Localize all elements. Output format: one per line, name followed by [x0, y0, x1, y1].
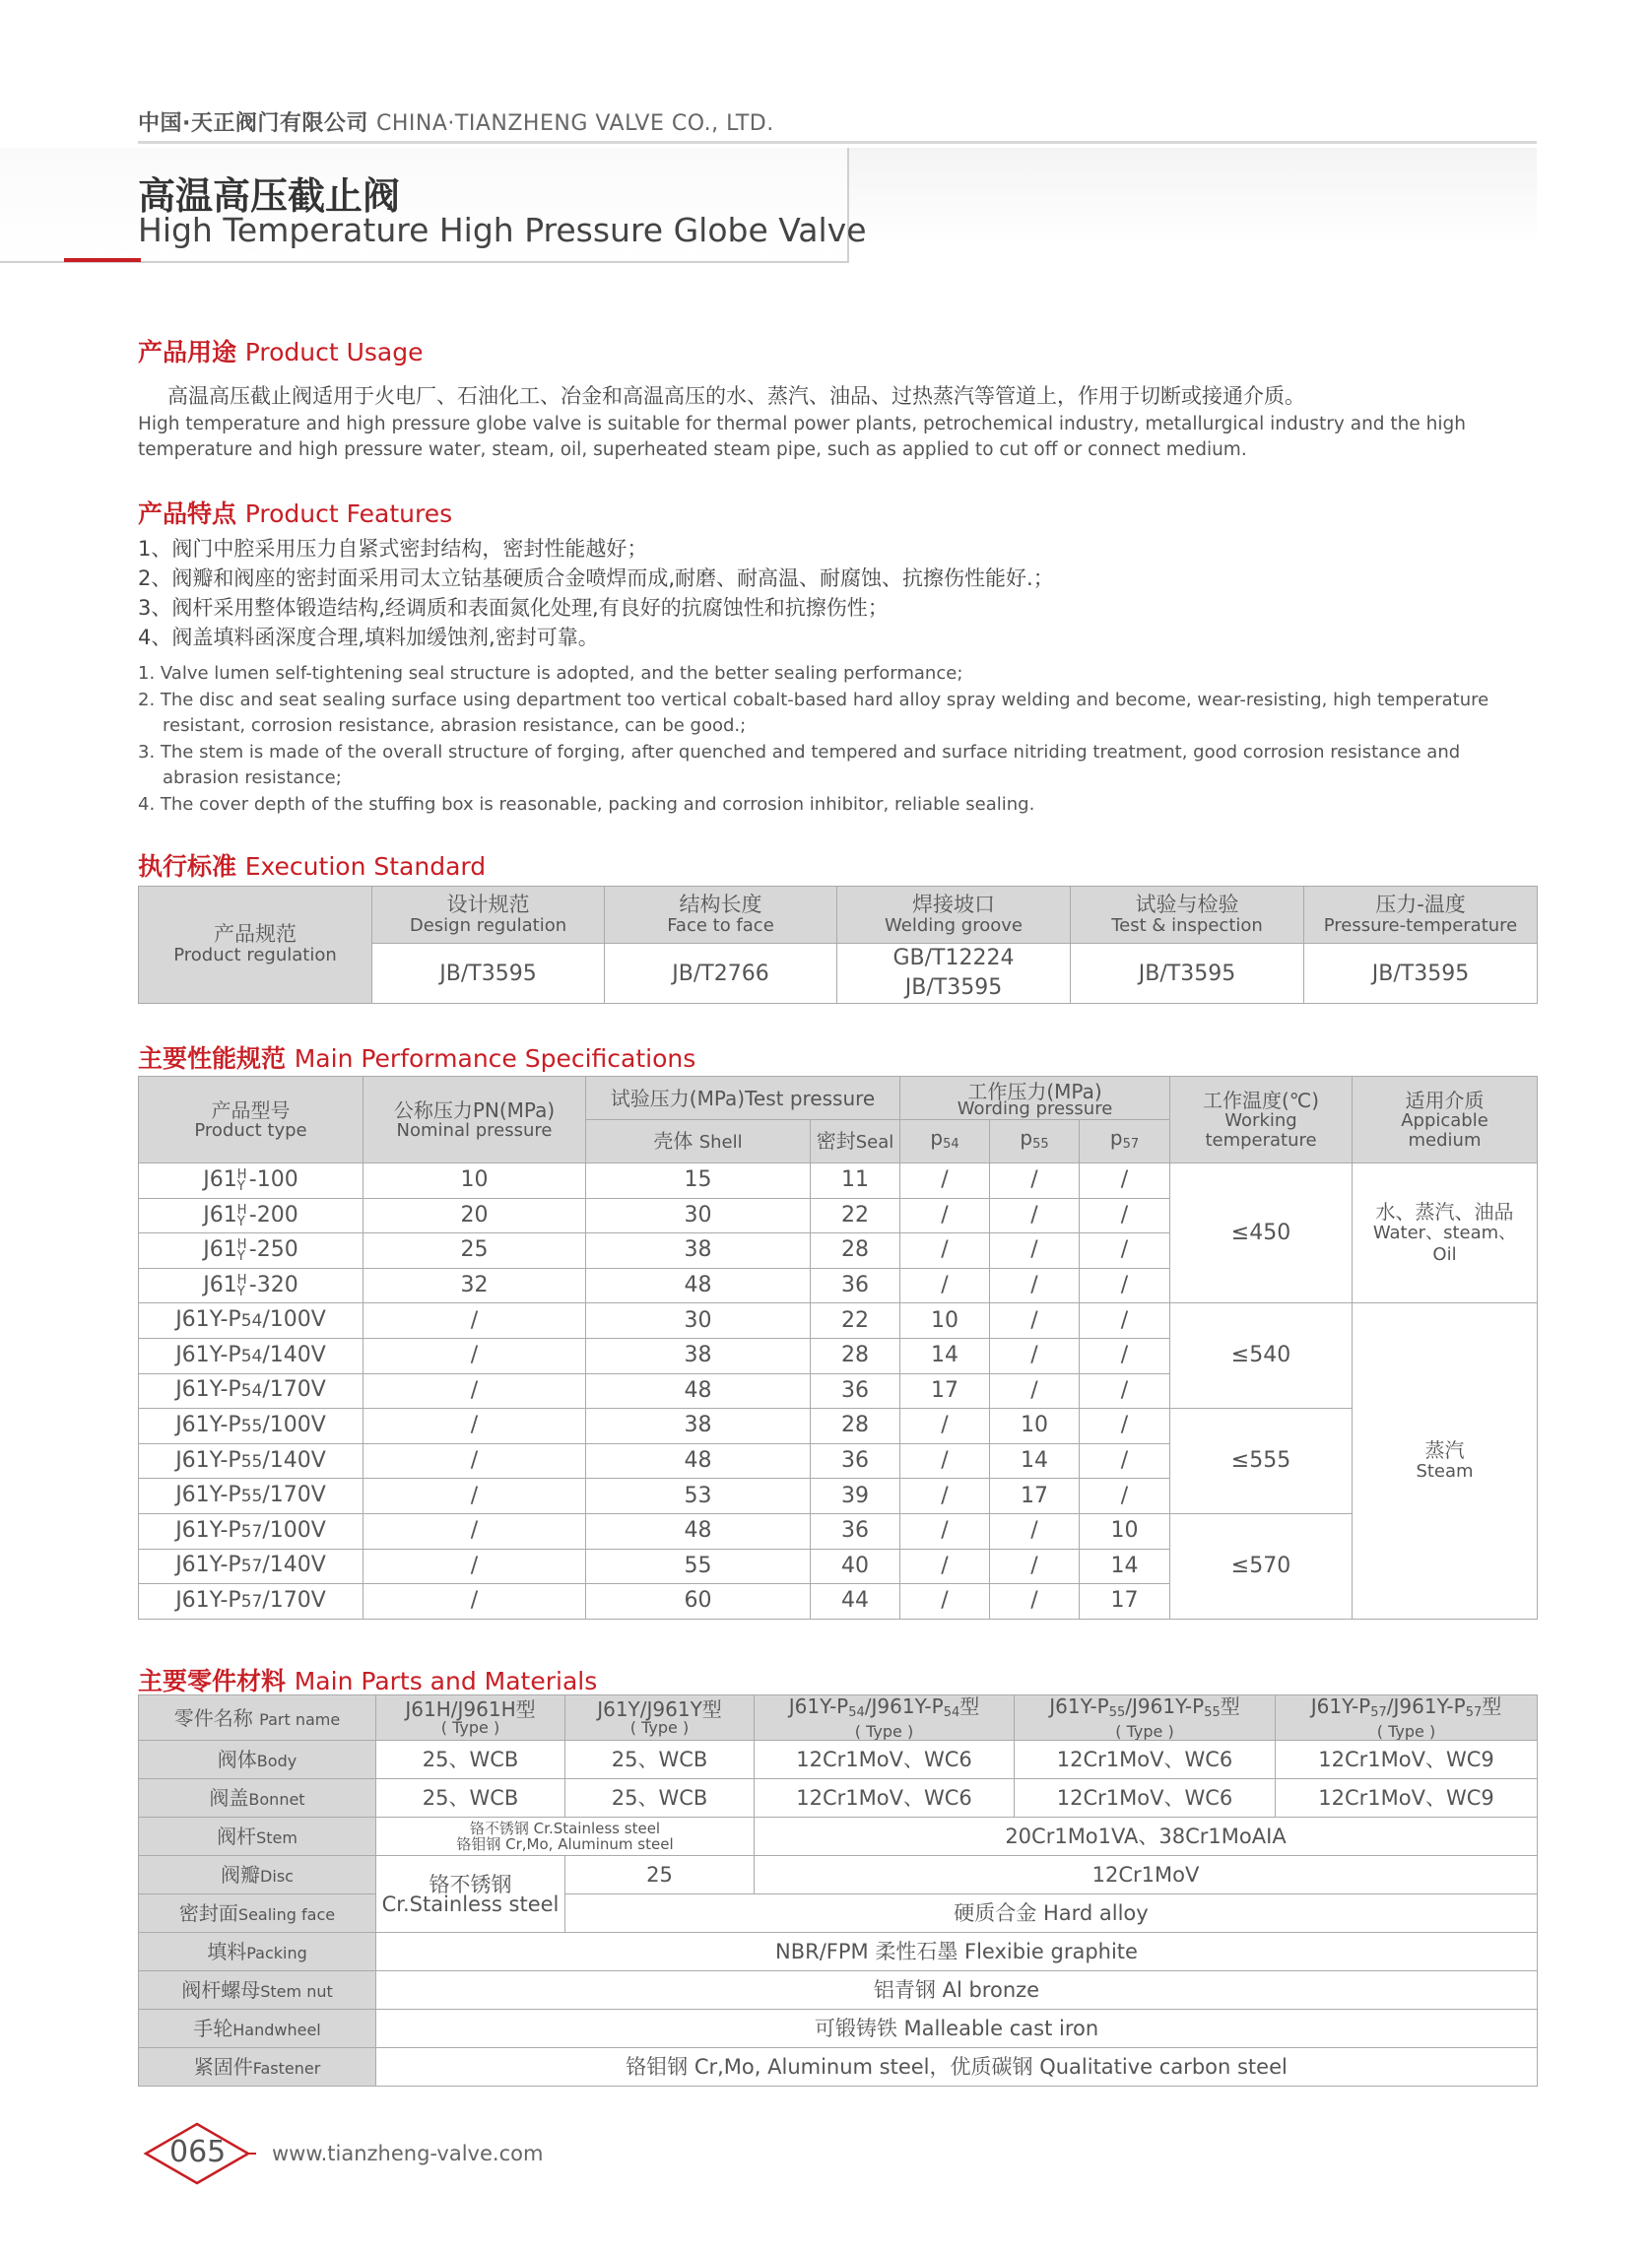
product-type-cell: J61 H Y -100: [139, 1163, 363, 1199]
product-type-cell: J61Y-P55/170V: [139, 1479, 363, 1514]
title-accent-line: [64, 258, 141, 262]
part-label: 密封面Sealing face: [139, 1894, 376, 1933]
nominal-pressure-cell: /: [363, 1338, 586, 1373]
standard-heading-en: Execution Standard: [244, 852, 487, 881]
col-medium-en: medium: [1408, 1129, 1482, 1151]
p57-cell: /: [1080, 1198, 1170, 1233]
col-shell: [586, 1120, 811, 1163]
col-type-label: ( Type ): [1115, 1721, 1174, 1741]
product-type-cell: J61Y-P54/140V: [139, 1338, 363, 1373]
standard-col-en: Face to face: [667, 914, 774, 936]
p57-cell: 17: [1080, 1584, 1170, 1620]
col-type: [755, 1695, 1015, 1741]
feature-item-en: 3. The stem is made of the overall structure of forging, after quenched and tempered and surface nitriding treatment, good corrosion resistance and abrasion resistance;: [138, 741, 1461, 788]
seal-pressure-cell: 22: [811, 1198, 900, 1233]
product-type-cell: J61Y-P55/140V: [139, 1443, 363, 1479]
company-name-cn: 中国·天正阀门有限公司: [138, 111, 368, 136]
col-nominal-pressure: [363, 1077, 586, 1163]
p54-cell: /: [900, 1198, 990, 1233]
col-type-label: ( Type ): [1376, 1721, 1436, 1741]
seal-pressure-cell: 11: [811, 1163, 900, 1199]
standard-value: JB/T2766: [605, 944, 837, 1004]
material-line: 铬钼钢 Cr,Mo, Aluminum steel: [456, 1835, 674, 1853]
material-cell: 12Cr1MoV、WC6: [755, 1741, 1015, 1779]
standard-row-label-cn: 产品规范: [214, 922, 297, 946]
col-working-pressure-en: Wording pressure: [957, 1097, 1113, 1119]
col-part-name-en: Part name: [259, 1709, 341, 1729]
part-label: 手轮Handwheel: [139, 2010, 376, 2048]
medium-cell: 蒸汽 Steam: [1353, 1303, 1538, 1619]
feature-item-en: 2. The disc and seat sealing surface using department too vertical cobalt-based hard alloy spray welding and become, wear-resisting, high temperature resistant, corrosion resistance, abrasion resistance, can be good.;: [138, 689, 1489, 736]
product-type-cell: J61Y-P57/100V: [139, 1513, 363, 1549]
col-temp-cn: 工作温度(℃): [1202, 1088, 1320, 1112]
col-p57: [1080, 1120, 1170, 1163]
medium-cell: 水、蒸汽、油品 Water、steam、 Oil: [1353, 1163, 1538, 1303]
material-cell: 可锻铸铁 Malleable cast iron: [376, 2010, 1538, 2048]
standard-col-header: [372, 887, 605, 944]
p54-cell: /: [900, 1513, 990, 1549]
col-p55: [990, 1120, 1080, 1163]
material-row-stem: [139, 1818, 1538, 1856]
p55-cell: /: [990, 1303, 1080, 1339]
p55-cell: /: [990, 1513, 1080, 1549]
standard-col-en: Pressure-temperature: [1323, 914, 1518, 936]
features-heading: [138, 495, 452, 530]
feature-item-cn: 2、阀瓣和阀座的密封面采用司太立钴基硬质合金喷焊而成,耐磨、耐高温、耐腐蚀、抗擦伤性能好.；: [138, 566, 1054, 590]
feature-item-cn: 4、阀盖填料函深度合理,填料加缓蚀剂,密封可靠。: [138, 626, 599, 649]
part-label: 阀杆螺母Stem nut: [139, 1971, 376, 2010]
shell-pressure-cell: 48: [586, 1513, 811, 1549]
nominal-pressure-cell: 32: [363, 1268, 586, 1303]
col-product-type: [139, 1077, 363, 1163]
usage-heading: [138, 333, 424, 368]
p57-cell: /: [1080, 1233, 1170, 1269]
p55-cell: /: [990, 1584, 1080, 1620]
shell-pressure-cell: 15: [586, 1163, 811, 1199]
shell-pressure-cell: 48: [586, 1268, 811, 1303]
p-symbol: p: [930, 1126, 944, 1150]
p54-cell: /: [900, 1443, 990, 1479]
part-label: 紧固件Fastener: [139, 2048, 376, 2087]
nominal-pressure-cell: 25: [363, 1233, 586, 1269]
seal-pressure-cell: 39: [811, 1479, 900, 1514]
standard-col-cn: 试验与检验: [1135, 892, 1239, 916]
col-type: [1015, 1695, 1276, 1741]
feature-item-en: 4. The cover depth of the stuffing box is reasonable, packing and corrosion inhibitor, reliable sealing.: [138, 793, 1035, 815]
product-type-cell: J61 H Y -200: [139, 1198, 363, 1233]
p54-cell: /: [900, 1409, 990, 1444]
header-divider: [138, 141, 1537, 144]
nominal-pressure-cell: /: [363, 1549, 586, 1584]
col-type-name: $J61Y-P_{54}/J961Y-P_{54}$型: [788, 1694, 980, 1720]
standard-col-en: Welding groove: [885, 914, 1023, 936]
col-p54: [900, 1120, 990, 1163]
perf-row: [139, 1303, 1538, 1339]
material-row-packing: [139, 1933, 1538, 1971]
materials-heading-cn: 主要零件材料: [138, 1667, 287, 1695]
part-label: 阀盖Bonnet: [139, 1779, 376, 1818]
product-type-cell: J61Y-P57/140V: [139, 1549, 363, 1584]
perf-row: [139, 1513, 1538, 1549]
col-working-temperature: [1170, 1077, 1353, 1163]
shell-pressure-cell: 60: [586, 1584, 811, 1620]
standard-value: [837, 944, 1071, 1004]
standard-col-header: [605, 887, 837, 944]
standard-value: JB/T3595: [1071, 944, 1304, 1004]
material-row-bonnet: [139, 1779, 1538, 1818]
material-cell: 12Cr1MoV、WC9: [1276, 1741, 1538, 1779]
performance-heading: [138, 1039, 695, 1075]
h-y-stack: H Y: [236, 1273, 247, 1300]
part-label: 填料Packing: [139, 1933, 376, 1971]
perf-row: [139, 1163, 1538, 1199]
material-row-sealing-face: [139, 1894, 1538, 1933]
product-type-cell: J61Y-P54/170V: [139, 1373, 363, 1409]
standard-value: JB/T3595: [372, 944, 605, 1004]
feature-item-en: 1. Valve lumen self-tightening seal structure is adopted, and the better sealing performance;: [138, 663, 963, 684]
col-type: [376, 1695, 565, 1741]
col-type-name: J61H/J961H型: [405, 1697, 536, 1721]
p-subscript: 54: [943, 1137, 959, 1152]
p55-cell: 10: [990, 1409, 1080, 1444]
p55-cell: 17: [990, 1479, 1080, 1514]
standard-col-header: [837, 887, 1071, 944]
material-line: 铬不锈钢: [429, 1872, 512, 1896]
material-row-disc: [139, 1856, 1538, 1894]
col-shell-cn: 壳体: [653, 1129, 694, 1153]
col-nominal-pressure-cn: 公称压力PN(MPa): [393, 1097, 556, 1122]
material-cell: 12Cr1MoV、WC9: [1276, 1779, 1538, 1818]
nominal-pressure-cell: /: [363, 1584, 586, 1620]
performance-table: [138, 1076, 1538, 1620]
working-temperature-cell: ≤540: [1170, 1303, 1353, 1409]
p54-cell: /: [900, 1233, 990, 1269]
materials-heading: [138, 1662, 597, 1697]
nominal-pressure-cell: 10: [363, 1163, 586, 1199]
material-cell: 12Cr1MoV、WC6: [1015, 1779, 1276, 1818]
p54-cell: 14: [900, 1338, 990, 1373]
h-y-stack: H Y: [236, 1202, 247, 1229]
seal-pressure-cell: 36: [811, 1443, 900, 1479]
col-type: [1276, 1695, 1538, 1741]
usage-text-en: High temperature and high pressure globe valve is suitable for thermal power plants, petrochemical industry, metallurgical industry and the high temperature and high pressure water, steam, oil, superheated steam pipe, such as applied to cut off or connect medium.: [138, 414, 1467, 460]
materials-heading-en: Main Parts and Materials: [294, 1667, 598, 1695]
header-shade: [847, 148, 1537, 246]
p55-cell: /: [990, 1549, 1080, 1584]
nominal-pressure-cell: /: [363, 1373, 586, 1409]
nominal-pressure-cell: 20: [363, 1198, 586, 1233]
performance-heading-cn: 主要性能规范: [138, 1044, 287, 1073]
materials-table: [138, 1694, 1538, 2087]
material-row-body: [139, 1741, 1538, 1779]
p57-cell: /: [1080, 1163, 1170, 1199]
col-part-name: [139, 1695, 376, 1741]
p54-cell: 17: [900, 1373, 990, 1409]
standard-col-cn: 压力-温度: [1375, 892, 1466, 916]
col-medium-cn: 适用介质: [1405, 1088, 1485, 1112]
perf-row: [139, 1409, 1538, 1444]
working-temperature-cell: ≤450: [1170, 1163, 1353, 1303]
nominal-pressure-cell: /: [363, 1443, 586, 1479]
page-number: 065: [169, 2135, 227, 2169]
shell-pressure-cell: 48: [586, 1373, 811, 1409]
p57-cell: /: [1080, 1443, 1170, 1479]
material-cell: 12Cr1MoV、WC6: [1015, 1741, 1276, 1779]
seal-pressure-cell: 36: [811, 1268, 900, 1303]
col-type-label: ( Type ): [629, 1718, 690, 1737]
standard-table: [138, 886, 1538, 1004]
material-cell: 25、WCB: [376, 1741, 565, 1779]
shell-pressure-cell: 30: [586, 1303, 811, 1339]
shell-pressure-cell: 30: [586, 1198, 811, 1233]
p57-cell: /: [1080, 1268, 1170, 1303]
standard-col-cn: 焊接坡口: [912, 892, 995, 916]
col-type: [565, 1695, 755, 1741]
material-cell: [376, 1856, 565, 1933]
p54-cell: /: [900, 1584, 990, 1620]
website-link[interactable]: www.tianzheng-valve.com: [272, 2142, 544, 2165]
col-type-name: J61Y/J961Y型: [597, 1697, 722, 1721]
seal-pressure-cell: 36: [811, 1373, 900, 1409]
usage-heading-cn: 产品用途: [138, 338, 237, 366]
standard-col-cn: 结构长度: [679, 892, 762, 916]
material-cell: [376, 1818, 755, 1856]
h-y-stack: H Y: [236, 1167, 247, 1195]
col-product-type-cn: 产品型号: [211, 1097, 291, 1122]
shell-pressure-cell: 55: [586, 1549, 811, 1584]
p57-cell: 10: [1080, 1513, 1170, 1549]
material-line: 铬不锈钢 Cr.Stainless steel: [469, 1820, 661, 1837]
standard-value-line: JB/T3595: [904, 975, 1003, 1000]
col-temp-en: temperature: [1205, 1129, 1317, 1151]
material-cell: 铬钼钢 Cr,Mo, Aluminum steel，优质碳钢 Qualitative carbon steel: [376, 2048, 1538, 2087]
usage-heading-en: Product Usage: [244, 338, 424, 366]
material-cell: 铝青钢 Al bronze: [376, 1971, 1538, 2010]
col-type-name: $J61Y-P_{55}/J961Y-P_{55}$型: [1049, 1694, 1240, 1720]
material-cell: 25: [565, 1856, 755, 1894]
seal-pressure-cell: 28: [811, 1409, 900, 1444]
p57-cell: /: [1080, 1303, 1170, 1339]
col-shell-en: Shell: [698, 1132, 743, 1153]
standard-row-label: [139, 887, 372, 1004]
product-type-cell: J61Y-P55/100V: [139, 1409, 363, 1444]
standard-heading: [138, 847, 486, 883]
feature-item-cn: 3、阀杆采用整体锻造结构,经调质和表面氮化处理,有良好的抗腐蚀性和抗擦伤性；: [138, 596, 889, 620]
working-temperature-cell: ≤570: [1170, 1513, 1353, 1619]
p55-cell: /: [990, 1233, 1080, 1269]
features-heading-en: Product Features: [244, 499, 453, 528]
col-temp-en: Working: [1224, 1109, 1297, 1131]
material-cell: 12Cr1MoV: [755, 1856, 1538, 1894]
standard-col-en: Test & inspection: [1111, 914, 1263, 936]
h-y-stack: H Y: [236, 1237, 247, 1265]
product-type-cell: J61 H Y -320: [139, 1268, 363, 1303]
material-cell: 25、WCB: [565, 1741, 755, 1779]
p57-cell: 14: [1080, 1549, 1170, 1584]
seal-pressure-cell: 22: [811, 1303, 900, 1339]
part-label: 阀杆Stem: [139, 1818, 376, 1856]
company-name: [138, 106, 774, 137]
p55-cell: 14: [990, 1443, 1080, 1479]
col-seal-en: Seal: [855, 1132, 894, 1153]
col-type-name: $J61Y-P_{57}/J961Y-P_{57}$型: [1310, 1694, 1502, 1720]
col-working-pressure: [900, 1077, 1170, 1120]
material-row-handwheel: [139, 2010, 1538, 2048]
features-list-cn: [138, 534, 1054, 652]
col-product-type-en: Product type: [194, 1119, 307, 1141]
col-test-pressure: 试验压力(MPa)Test pressure: [586, 1077, 900, 1120]
standard-value: JB/T3595: [1304, 944, 1538, 1004]
col-type-label: ( Type ): [440, 1718, 500, 1737]
material-row-fastener: [139, 2048, 1538, 2087]
p-symbol: p: [1109, 1126, 1123, 1150]
seal-pressure-cell: 28: [811, 1338, 900, 1373]
p-symbol: p: [1020, 1126, 1033, 1150]
shell-pressure-cell: 38: [586, 1338, 811, 1373]
col-medium-en: Appicable: [1401, 1109, 1488, 1131]
nominal-pressure-cell: /: [363, 1409, 586, 1444]
col-applicable-medium: [1353, 1077, 1538, 1163]
p55-cell: /: [990, 1338, 1080, 1373]
company-name-en: CHINA·TIANZHENG VALVE CO., LTD.: [376, 111, 774, 136]
p55-cell: /: [990, 1198, 1080, 1233]
p57-cell: /: [1080, 1338, 1170, 1373]
material-cell: 12Cr1MoV、WC6: [755, 1779, 1015, 1818]
working-temperature-cell: ≤555: [1170, 1409, 1353, 1514]
p57-cell: /: [1080, 1373, 1170, 1409]
standard-col-en: Design regulation: [409, 914, 567, 936]
p57-cell: /: [1080, 1479, 1170, 1514]
p55-cell: /: [990, 1268, 1080, 1303]
material-cell: 25、WCB: [565, 1779, 755, 1818]
seal-pressure-cell: 44: [811, 1584, 900, 1620]
shell-pressure-cell: 38: [586, 1409, 811, 1444]
part-label: 阀体Body: [139, 1741, 376, 1779]
standard-col-header: [1071, 887, 1304, 944]
page-title-en: High Temperature High Pressure Globe Valve: [138, 211, 867, 249]
material-cell: 25、WCB: [376, 1779, 565, 1818]
col-seal: [811, 1120, 900, 1163]
seal-pressure-cell: 28: [811, 1233, 900, 1269]
standard-col-header: [1304, 887, 1538, 944]
shell-pressure-cell: 48: [586, 1443, 811, 1479]
features-list-en: [138, 661, 1542, 818]
p54-cell: /: [900, 1549, 990, 1584]
col-part-name-cn: 零件名称: [173, 1705, 253, 1730]
col-seal-cn: 密封: [816, 1129, 856, 1153]
col-nominal-pressure-en: Nominal pressure: [396, 1119, 553, 1141]
seal-pressure-cell: 36: [811, 1513, 900, 1549]
p-subscript: 57: [1122, 1137, 1140, 1152]
nominal-pressure-cell: /: [363, 1513, 586, 1549]
page-title-cn: 高温高压截止阀: [138, 174, 401, 218]
usage-text-cn: 高温高压截止阀适用于火电厂、石油化工、冶金和高温高压的水、蒸汽、油品、过热蒸汽等管道上，作用于切断或接通介质。: [167, 384, 1305, 408]
standard-col-cn: 设计规范: [446, 892, 530, 916]
p55-cell: /: [990, 1373, 1080, 1409]
p54-cell: /: [900, 1479, 990, 1514]
col-type-label: ( Type ): [854, 1721, 914, 1741]
p-subscript: 55: [1032, 1137, 1049, 1152]
standard-row-label-en: Product regulation: [173, 945, 337, 965]
material-cell: 20Cr1Mo1VA、38Cr1MoAIA: [755, 1818, 1538, 1856]
material-line: Cr.Stainless steel: [381, 1892, 560, 1916]
nominal-pressure-cell: /: [363, 1479, 586, 1514]
p57-cell: /: [1080, 1409, 1170, 1444]
material-cell: 硬质合金 Hard alloy: [565, 1894, 1538, 1933]
part-label: 阀瓣Disc: [139, 1856, 376, 1894]
shell-pressure-cell: 53: [586, 1479, 811, 1514]
product-type-cell: J61Y-P54/100V: [139, 1303, 363, 1339]
standard-value-line: GB/T12224: [892, 946, 1015, 970]
performance-heading-en: Main Performance Specifications: [294, 1044, 696, 1073]
p54-cell: /: [900, 1163, 990, 1199]
p54-cell: /: [900, 1268, 990, 1303]
product-type-cell: J61Y-P57/170V: [139, 1584, 363, 1620]
shell-pressure-cell: 38: [586, 1233, 811, 1269]
standard-heading-cn: 执行标准: [138, 852, 237, 881]
material-cell: NBR/FPM 柔性石墨 Flexibie graphite: [376, 1933, 1538, 1971]
product-type-cell: J61 H Y -250: [139, 1233, 363, 1269]
col-working-pressure-cn: 工作压力(MPa): [967, 1079, 1102, 1103]
nominal-pressure-cell: /: [363, 1303, 586, 1339]
seal-pressure-cell: 40: [811, 1549, 900, 1584]
features-heading-cn: 产品特点: [138, 499, 237, 528]
material-row-stem-nut: [139, 1971, 1538, 2010]
p55-cell: /: [990, 1163, 1080, 1199]
p54-cell: 10: [900, 1303, 990, 1339]
feature-item-cn: 1、阀门中腔采用压力自紧式密封结构，密封性能越好；: [138, 537, 648, 561]
